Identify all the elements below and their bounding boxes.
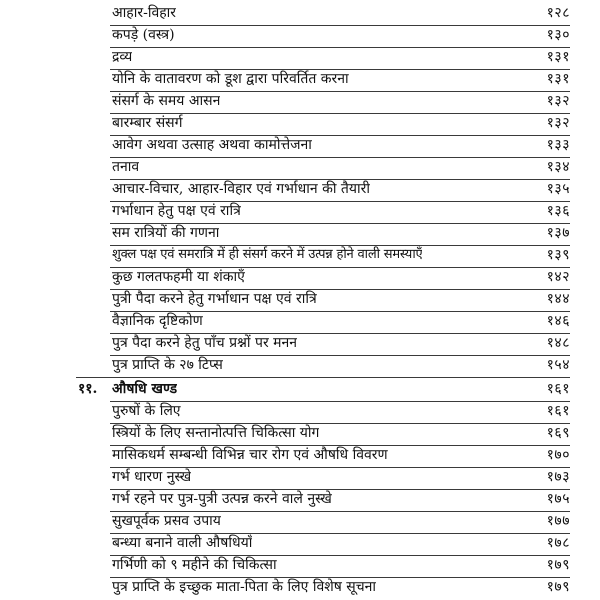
toc-entry-title: संसर्ग के समय आसन [112,93,221,109]
toc-entry [0,46,600,68]
toc-entry-title: गर्भ रहने पर पुत्र-पुत्री उत्पन्न करने वाले नुस्खे [112,491,332,507]
toc-entry [0,68,600,90]
toc-entry-title: द्रव्य [112,49,133,65]
toc-entry-page: १३१ [546,49,570,65]
toc-entry [0,178,600,200]
toc-entry-page: १३२ [546,93,570,109]
toc-entry [0,332,600,354]
toc-entry-page: १४४ [546,291,570,307]
toc-entry-title: वैज्ञानिक दृष्टिकोण [112,313,203,329]
toc-entry-title: पुत्र प्राप्ति के इच्छुक माता-पिता के लिए विशेष सूचना [112,579,377,595]
toc-entry-page: १५४ [546,357,570,373]
toc-entry-title: बन्ध्या बनाने वाली औषधियाँ [112,535,253,551]
toc-entry-title: आवेग अथवा उत्साह अथवा कामोत्तेजना [112,137,312,153]
toc-entry-page: १७९ [546,579,570,595]
toc-entry-page: १७८ [546,535,570,551]
toc-entry-title: पुरुषों के लिए [112,403,181,419]
toc-entry [0,354,600,376]
toc-entry [0,134,600,156]
toc-entry-page: १३० [546,27,570,43]
toc-entry-page: १३५ [546,181,570,197]
toc-entry [0,112,600,134]
section-title: औषधि खण्ड [112,381,178,397]
toc-entry-page: १३६ [546,203,570,219]
section-number: ११. [78,381,98,397]
toc-entry [0,266,600,288]
toc-entry-page: १७३ [546,469,570,485]
toc-entry-title: कपड़े (वस्त्र) [112,27,175,43]
toc-entry [0,576,600,598]
toc-entry-title: सम रात्रियों की गणना [112,225,220,241]
toc-entry [0,222,600,244]
toc-entry [0,510,600,532]
toc-entry [0,310,600,332]
toc-entry-title: आचार-विचार, आहार-विहार एवं गर्भाधान की तैयारी [112,181,370,197]
toc-entry-title: गर्भाधान हेतु पक्ष एवं रात्रि [112,203,241,219]
toc-entry [0,422,600,444]
toc-entry-title: मासिकधर्म सम्बन्धी विभिन्न चार रोग एवं औषधि विवरण [112,447,388,463]
toc-entry [0,554,600,576]
toc-entry-page: १३३ [546,137,570,153]
toc-entry-title: स्त्रियों के लिए सन्तानोत्पत्ति चिकित्सा योग [112,425,320,441]
toc-entry-page: १३४ [546,159,570,175]
toc-entry-page: १३२ [546,115,570,131]
toc-entry [0,156,600,178]
toc-section-heading [0,378,600,400]
toc-entry-page: १३९ [546,247,570,263]
toc-entry [0,2,600,24]
toc-entry-title: बारम्बार संसर्ग [112,115,183,131]
toc-entry-title: आहार-विहार [112,5,177,21]
toc-entry-title: पुत्री पैदा करने हेतु गर्भाधान पक्ष एवं रात्रि [112,291,317,307]
toc-entry [0,466,600,488]
toc-entry-title: योनि के वातावरण को डूश द्वारा परिवर्तित करना [112,71,349,87]
toc-entry [0,200,600,222]
toc-entry [0,488,600,510]
toc-entry [0,288,600,310]
toc-entry-title: गर्भ धारण नुस्खे [112,469,192,485]
toc-entry-title: पुत्र पैदा करने हेतु पाँच प्रश्नों पर मनन [112,335,298,351]
toc-entry-title: पुत्र प्राप्ति के २७ टिप्स [112,357,223,373]
toc-entry-page: १२८ [546,5,570,21]
toc-entry-page: १७५ [546,491,570,507]
toc-entry-page: १७७ [546,513,570,529]
toc-entry [0,244,600,266]
toc-entry-page: १६१ [546,403,570,419]
toc-entry [0,532,600,554]
toc-entry-page: १६९ [546,425,570,441]
toc-entry-page: १४८ [546,335,570,351]
toc-entry-title: गर्भिणी को ९ महीने की चिकित्सा [112,557,277,573]
toc-entry-page: १७० [546,447,570,463]
toc-entry-title: सुखपूर्वक प्रसव उपाय [112,513,221,529]
toc-entry-page: १३७ [546,225,570,241]
toc-entry-page: १७९ [546,557,570,573]
toc-entry-page: १४२ [546,269,570,285]
toc-entry-title: कुछ गलतफहमी या शंकाएँ [112,269,245,285]
toc-entry-title: तनाव [112,159,140,175]
toc-entry [0,444,600,466]
toc-entry-page: १६१ [546,381,570,397]
toc-entry [0,24,600,46]
toc-entry-title: शुक्ल पक्ष एवं समरात्रि में ही संसर्ग करने में उत्पन्न होने वाली समस्याएँ [112,247,423,262]
toc-entry [0,400,600,422]
toc-entry-page: १३१ [546,71,570,87]
toc-entry-page: १४६ [546,313,570,329]
toc-entry [0,90,600,112]
